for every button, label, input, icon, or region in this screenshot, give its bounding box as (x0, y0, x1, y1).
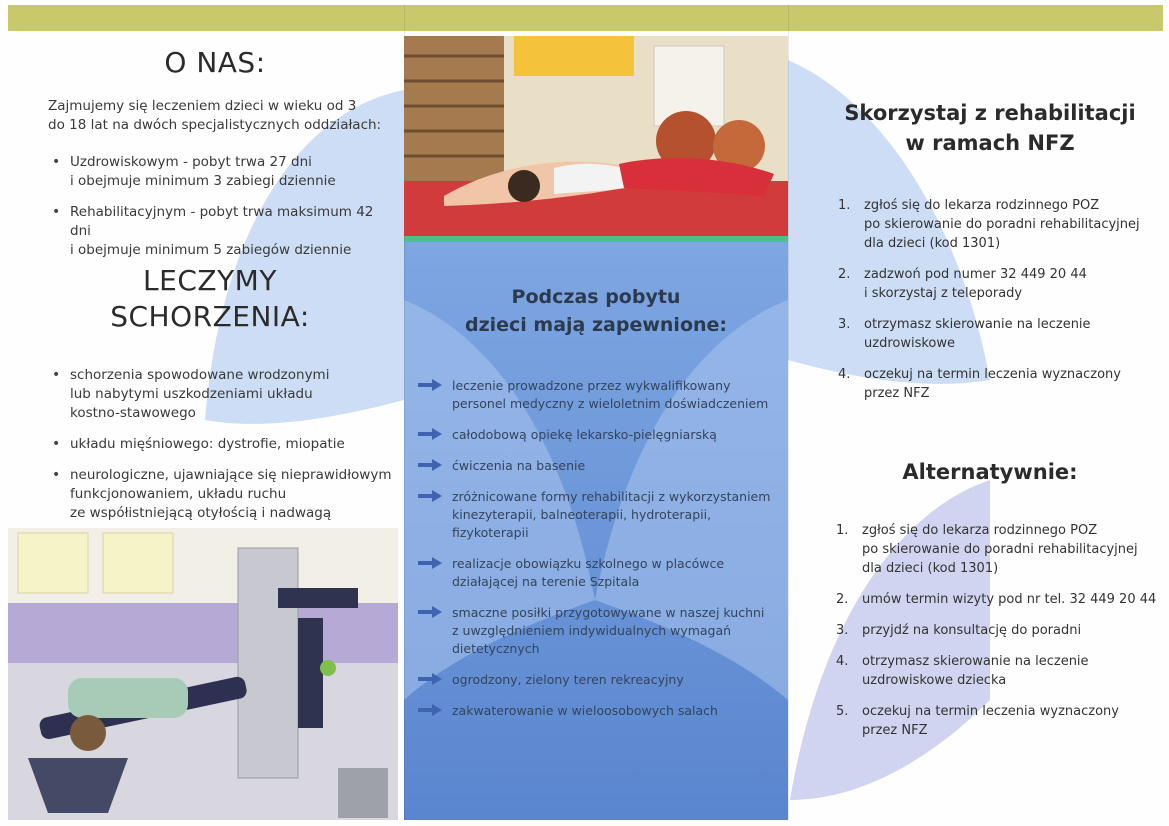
step-number: 3. (836, 623, 849, 638)
item-line: oczekuj na termin leczenia wyznaczony (862, 704, 1119, 719)
list-item (838, 365, 1158, 403)
list-item (838, 196, 1158, 253)
step-number: 4. (836, 654, 849, 669)
step-number: 1. (838, 198, 851, 213)
item-line: funkcjonowaniem, układu ruchu (70, 486, 287, 502)
list-item (418, 555, 778, 591)
list-item (418, 671, 778, 689)
list-item (418, 457, 778, 475)
arrow-icon (418, 459, 442, 471)
item-line: • układu mięśniowego: dystrofie, miopatie (70, 436, 345, 452)
item-line: oczekuj na termin leczenia wyznaczony (864, 367, 1121, 382)
treat-heading (60, 263, 360, 335)
item-line: uzdrowiskowe dziecka (862, 673, 1007, 688)
list-item (418, 604, 778, 658)
item-line: i skorzystaj z teleporady (864, 286, 1023, 301)
item-line: dietetycznych (452, 641, 540, 656)
item-line: dla dzieci (kod 1301) (864, 236, 1001, 251)
item-line: zgłoś się do lekarza rodzinnego POZ (864, 198, 1100, 213)
heading-line: LECZYMY (143, 264, 277, 297)
list-item (838, 265, 1158, 303)
item-line: i obejmuje minimum 3 zabiegi dziennie (70, 173, 336, 189)
arrow-icon (418, 379, 442, 391)
item-line: • Uzdrowiskowym - pobyt trwa 27 dni (70, 154, 312, 170)
item-line: zadzwoń pod numer 32 449 20 44 (864, 267, 1087, 282)
heading-line: Skorzystaj z rehabilitacji (844, 101, 1136, 125)
arrow-icon (418, 606, 442, 618)
list-item (838, 315, 1158, 353)
item-line: uzdrowiskowe (864, 336, 955, 351)
item-line: przyjdź na konsultację do poradni (862, 623, 1082, 638)
item-line: • neurologiczne, ujawniające się nieprawidłowym (70, 467, 392, 483)
step-number: 4. (838, 367, 851, 382)
list-item (48, 466, 393, 523)
step-number: 2. (836, 592, 849, 607)
heading-line: w ramach NFZ (905, 131, 1075, 155)
step-number: 5. (836, 704, 849, 719)
list-item (836, 702, 1166, 740)
item-line: działającej na terenie Szpitala (452, 574, 640, 589)
top-color-band (8, 5, 1163, 31)
list-item (836, 621, 1166, 640)
item-line: personel medyczny z wieloletnim doświadczeniem (452, 396, 769, 411)
item-line: otrzymasz skierowanie na leczenie (862, 654, 1089, 669)
item-line: po skierowanie do poradni rehabilitacyjnej (862, 542, 1138, 557)
item-line: całodobową opiekę lekarsko-pielęgniarską (452, 427, 717, 442)
alternative-heading: Alternatywnie: (902, 460, 1078, 484)
item-line: zgłoś się do lekarza rodzinnego POZ (862, 523, 1098, 538)
item-line: leczenie prowadzone przez wykwalifikowany (452, 378, 731, 393)
arrow-icon (418, 704, 442, 716)
item-line: kostno-stawowego (70, 405, 196, 421)
list-item (418, 426, 778, 444)
item-line: przez NFZ (862, 723, 928, 738)
list-item (48, 435, 393, 454)
item-line: przez NFZ (864, 386, 930, 401)
list-item (836, 652, 1166, 690)
nfz-steps-list (838, 196, 1158, 415)
item-line: • schorzenia spowodowane wrodzonymi (70, 367, 330, 383)
list-item (418, 488, 778, 542)
item-line: dla dzieci (kod 1301) (862, 561, 999, 576)
heading-line: Podczas pobytu (511, 286, 681, 308)
item-line: ogrodzony, zielony teren rekreacyjny (452, 672, 684, 687)
intro-line: Zajmujemy się leczeniem dzieci w wieku od 3 (48, 98, 357, 114)
item-line: realizacje obowiązku szkolnego w placówce (452, 556, 725, 571)
list-item (836, 521, 1166, 578)
item-line: otrzymasz skierowanie na leczenie (864, 317, 1091, 332)
list-item (48, 203, 388, 260)
diseases-list (48, 366, 393, 535)
item-line: zakwaterowanie w wieloosobowych salach (452, 703, 718, 718)
list-item (418, 377, 778, 413)
item-line: po skierowanie do poradni rehabilitacyjnej (864, 217, 1140, 232)
item-line: ćwiczenia na basenie (452, 458, 586, 473)
list-item (836, 590, 1166, 609)
item-line: z uwzględnieniem indywidualnych wymagań (452, 623, 732, 638)
item-line: umów termin wizyty pod nr tel. 32 449 20 44 (862, 592, 1157, 607)
step-number: 2. (838, 267, 851, 282)
about-intro (48, 97, 388, 135)
item-line: smaczne posiłki przygotowywane w naszej kuchni (452, 605, 765, 620)
gym-photo (8, 528, 398, 820)
arrow-icon (418, 557, 442, 569)
list-item (48, 153, 388, 191)
step-number: 3. (838, 317, 851, 332)
item-line: i obejmuje minimum 5 zabiegów dziennie (70, 242, 352, 258)
nfz-heading (812, 98, 1168, 158)
list-item (418, 702, 778, 720)
alternative-steps-list (836, 521, 1166, 752)
intro-line: do 18 lat na dwóch specjalistycznych oddziałach: (48, 117, 382, 133)
item-line: • Rehabilitacyjnym - pobyt trwa maksimum 42 dni (70, 204, 374, 239)
step-number: 1. (836, 523, 849, 538)
item-line: ze współistniejącą otyłością i nadwagą (70, 505, 332, 521)
heading-line: SCHORZENIA: (110, 300, 310, 333)
units-list (48, 153, 388, 272)
item-line: lub nabytymi uszkodzeniami układu (70, 386, 313, 402)
arrow-icon (418, 673, 442, 685)
arrow-icon (418, 428, 442, 440)
item-line: zróżnicowane formy rehabilitacji z wykorzystaniem (452, 489, 771, 504)
stay-benefits-list (418, 377, 778, 733)
stay-heading (404, 283, 788, 339)
about-title: O NAS: (164, 46, 266, 79)
stretching-photo (404, 31, 788, 241)
item-line: fizykoterapii (452, 525, 529, 540)
arrow-icon (418, 490, 442, 502)
fold-line (788, 5, 789, 820)
heading-line: dzieci mają zapewnione: (464, 314, 728, 336)
list-item (48, 366, 393, 423)
item-line: kinezyterapii, balneoterapii, hydroterapii, (452, 507, 712, 522)
left-panel (0, 31, 398, 826)
